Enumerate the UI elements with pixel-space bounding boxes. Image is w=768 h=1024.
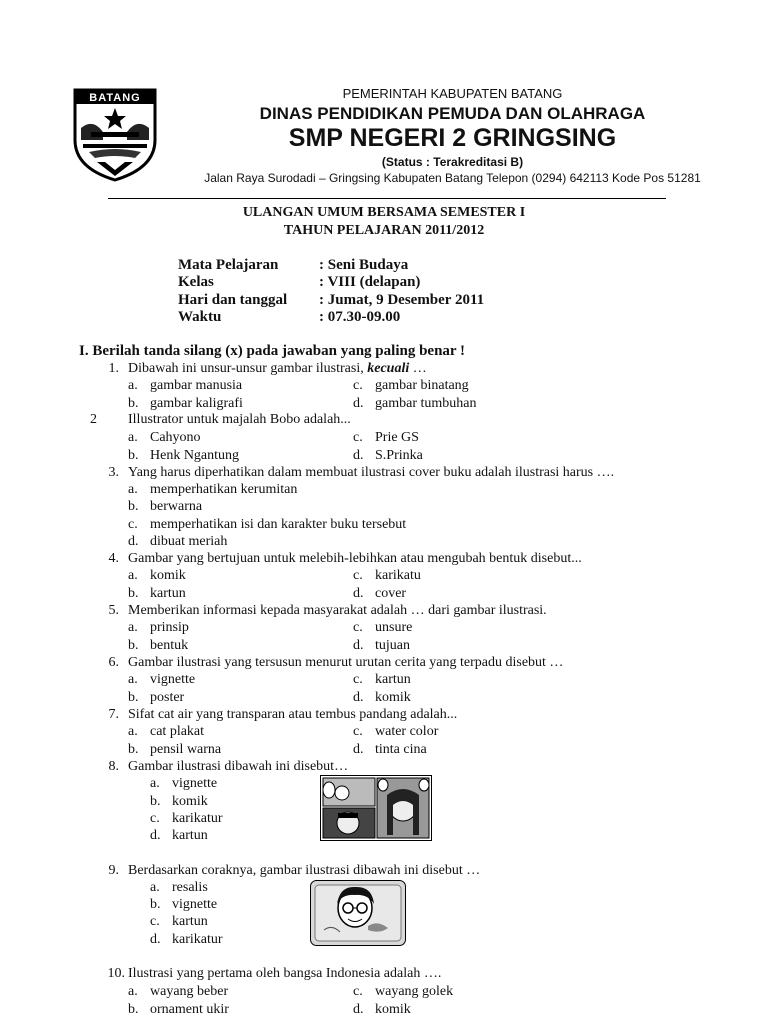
svg-text:BATANG: BATANG	[89, 92, 141, 104]
question-10	[0, 966, 768, 984]
question-number: 4.	[108, 551, 119, 566]
question-5	[0, 603, 768, 621]
question-text: Memberikan informasi kepada masyarakat adalah … dari gambar ilustrasi.	[128, 603, 547, 618]
header-address: Jalan Raya Surodadi – Gringsing Kabupaten Batang Telepon (0294) 642113 Kode Pos 51281	[204, 171, 701, 185]
question-number: 1.	[108, 361, 119, 376]
question-text: Berdasarkan coraknya, gambar ilustrasi dibawah ini disebut …	[128, 863, 481, 878]
question-number: 7.	[108, 707, 119, 722]
question-number: 3.	[108, 465, 119, 480]
caricature-illustration-image	[310, 880, 406, 946]
question-text: Gambar yang bertujuan untuk melebih-lebihkan atau mengubah bentuk disebut...	[128, 551, 582, 566]
question-3	[0, 465, 768, 483]
info-value: : Jumat, 9 Desember 2011	[319, 292, 485, 308]
question-1	[0, 361, 768, 379]
info-label: Waktu	[178, 309, 222, 325]
exam-title: ULANGAN UMUM BERSAMA SEMESTER I	[242, 205, 526, 220]
question-number: 8.	[108, 759, 119, 774]
header-government: PEMERINTAH KABUPATEN BATANG	[342, 86, 563, 101]
question-4	[0, 551, 768, 569]
info-label: Mata Pelajaran	[178, 257, 279, 273]
info-value: : VIII (delapan)	[319, 274, 421, 290]
question-emphasis: kecuali	[367, 361, 410, 376]
question-text: Dibawah ini unsur-unsur gambar ilustrasi, kecuali …	[128, 361, 427, 376]
question-7	[0, 707, 768, 725]
question-text: Illustrator untuk majalah Bobo adalah...	[128, 412, 351, 427]
question-number: 9.	[108, 863, 119, 878]
question-text: Gambar ilustrasi yang tersusun menurut urutan cerita yang terpadu disebut …	[128, 655, 564, 670]
question-text: Yang harus diperhatikan dalam membuat ilustrasi cover buku adalah ilustrasi harus ….	[128, 465, 615, 480]
question-number: 5.	[108, 603, 119, 618]
question-number: 10.	[107, 966, 125, 981]
question-6	[0, 655, 768, 673]
question-text: Sifat cat air yang transparan atau tembus pandang adalah...	[128, 707, 458, 722]
question-number: 2	[90, 412, 97, 427]
question-9	[0, 863, 768, 881]
section-instruction: I. Berilah tanda silang (x) pada jawaban yang paling benar !	[79, 343, 466, 359]
question-text: Ilustrasi yang pertama oleh bangsa Indonesia adalah ….	[128, 966, 442, 981]
question-2	[0, 412, 768, 430]
info-label: Hari dan tanggal	[178, 292, 288, 308]
header-divider	[108, 198, 666, 199]
question-number: 6.	[108, 655, 119, 670]
question-text: Gambar ilustrasi dibawah ini disebut…	[128, 759, 349, 774]
info-value: : 07.30-09.00	[319, 309, 401, 325]
info-value: : Seni Budaya	[319, 257, 409, 273]
header-school-name: SMP NEGERI 2 GRINGSING	[288, 124, 617, 152]
header-accreditation-status: (Status : Terakreditasi B)	[381, 155, 524, 169]
exam-year: TAHUN PELAJARAN 2011/2012	[283, 223, 485, 238]
header-department: DINAS PENDIDIKAN PEMUDA DAN OLAHRAGA	[259, 104, 646, 123]
comic-illustration-image	[320, 775, 432, 841]
batang-emblem-logo	[73, 88, 157, 182]
info-label: Kelas	[178, 274, 214, 290]
